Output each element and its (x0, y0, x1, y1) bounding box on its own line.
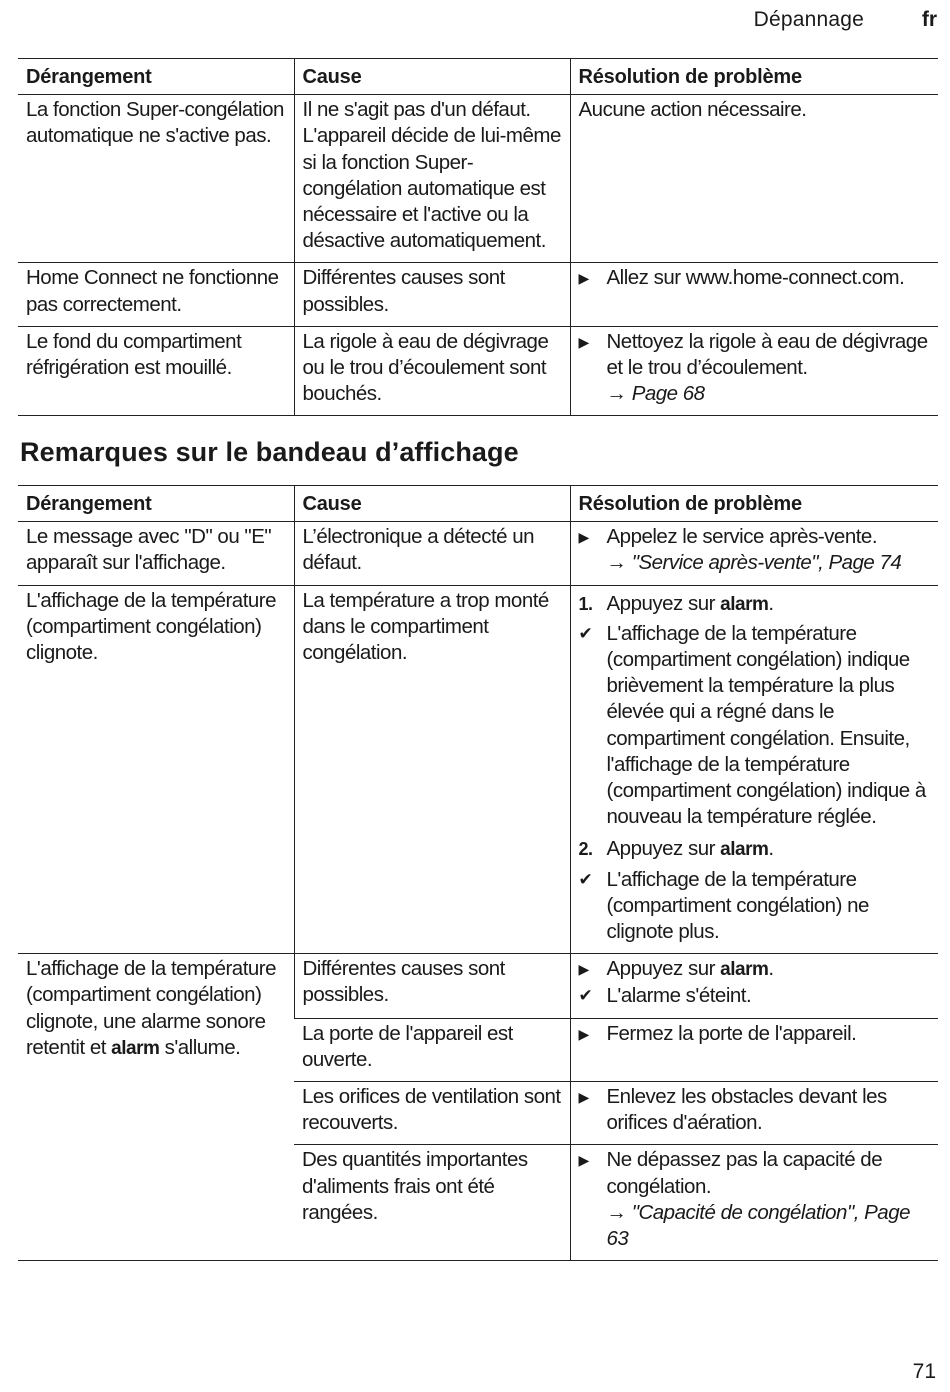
arrow-right-icon: → (606, 382, 627, 406)
step-text: Appuyez sur (606, 837, 715, 861)
checkmark-icon: ✔ (578, 623, 593, 643)
malfunction-cell: L'affichage de la température (compartiment congélation) clignote. (18, 585, 294, 954)
cause-cell: Différentes causes sont possibles. (294, 954, 570, 1018)
malfunction-cell: La fonction Super-congélation automatique ne s'active pas. (18, 95, 294, 263)
bullet-triangle-icon: ▶ (578, 1089, 589, 1106)
page-reference-text: Page 68 (631, 382, 705, 406)
remedy-cell (570, 1082, 938, 1145)
malfunction-text-end: s'allume. (164, 1035, 241, 1059)
remedy-cell (570, 954, 938, 1018)
column-header-remedy: Résolution de problème (570, 59, 938, 95)
table-row (18, 326, 938, 416)
table-row (18, 522, 938, 585)
result-text: L'affichage de la température (compartiment congélation) ne clignote plus. (606, 867, 869, 944)
remedy-cell (570, 1018, 938, 1081)
remedy-text: Nettoyez la rigole à eau de dégivrage et le trou d’écoulement. (606, 329, 928, 380)
alarm-key-label: alarm (111, 1037, 160, 1059)
alarm-key-label: alarm (720, 839, 769, 861)
bullet-triangle-icon: ▶ (578, 1152, 589, 1169)
checkmark-icon: ✔ (578, 869, 593, 889)
table-row (18, 95, 938, 263)
step-number: 2. (578, 839, 593, 860)
column-header-malfunction: Dérangement (18, 486, 294, 522)
remedy-cell (570, 585, 938, 954)
column-header-cause: Cause (294, 486, 570, 522)
malfunction-cell: Le message avec "D" ou "E" apparaît sur l'affichage. (18, 522, 294, 585)
malfunction-text: L'affichage de la température (compartiment congélation) clignote, une alarme sonore retentit et (26, 957, 277, 1059)
remedy-cell (570, 263, 938, 326)
malfunction-cell: Home Connect ne fonctionne pas correctement. (18, 263, 294, 326)
remedy-text: Appuyez sur (606, 957, 715, 981)
page-reference-text: "Capacité de congélation", Page 63 (606, 1200, 910, 1251)
table-header-row (18, 59, 938, 95)
section-heading: Remarques sur le bandeau d’affichage (20, 437, 519, 467)
table-row (18, 954, 938, 1018)
remedy-text: Ne dépassez pas la capacité de congélation. (606, 1148, 883, 1198)
table-header-row (18, 486, 938, 522)
column-header-malfunction: Dérangement (18, 59, 294, 95)
malfunction-cell (18, 954, 294, 1261)
column-header-remedy: Résolution de problème (570, 486, 938, 522)
table-row (18, 585, 938, 954)
page-reference-link[interactable] (607, 382, 705, 405)
step-punctuation: . (768, 837, 774, 861)
cause-cell: Il ne s'agit pas d'un défaut. L'appareil décide de lui-même si la fonction Super-congélation automatique est nécessaire et l'active ou la désactive automatiquement. (294, 95, 570, 263)
page-reference-text: "Service après-vente", Page 74 (631, 551, 902, 575)
cause-cell: L’électronique a détecté un défaut. (294, 522, 570, 585)
cause-cell: Les orifices de ventilation sont recouverts. (294, 1082, 570, 1145)
cause-cell: Des quantités importantes d'aliments frais ont été rangées. (294, 1145, 570, 1261)
result-text: L'affichage de la température (compartiment congélation) indique brièvement la température la plus élevée qui a régné dans le compartiment congélation. Ensuite, l'affichage de la température (compartiment congélation) indique à nouveau la température réglée. (606, 621, 926, 829)
remedy-text: Allez sur www.home-connect.com. (606, 266, 905, 290)
bullet-triangle-icon: ▶ (578, 333, 589, 350)
remedy-cell (570, 1145, 938, 1261)
step-punctuation: . (768, 591, 774, 615)
troubleshooting-table-2 (18, 485, 938, 1261)
remedy-cell (570, 522, 938, 585)
cause-cell: La rigole à eau de dégivrage ou le trou d’écoulement sont bouchés. (294, 326, 570, 416)
header-section-title: Dépannage (753, 8, 864, 31)
step-text: Appuyez sur (606, 591, 715, 615)
remedy-text: Fermez la porte de l'appareil. (606, 1021, 857, 1045)
arrow-right-icon: → (606, 551, 627, 575)
remedy-text: Appelez le service après-vente. (606, 525, 878, 549)
header-language: fr (921, 8, 937, 31)
page-reference-link[interactable] (607, 1201, 911, 1250)
column-header-cause: Cause (294, 59, 570, 95)
remedy-text: Enlevez les obstacles devant les orifices d'aération. (606, 1085, 887, 1135)
arrow-right-icon: → (606, 1200, 627, 1224)
remedy-cell (570, 326, 938, 416)
checkmark-icon: ✔ (578, 986, 593, 1006)
alarm-key-label: alarm (720, 593, 769, 615)
remedy-punctuation: . (768, 957, 774, 981)
page-reference-link[interactable] (607, 551, 902, 574)
step-number: 1. (578, 593, 593, 614)
result-text: L'alarme s'éteint. (606, 984, 752, 1008)
table-row (18, 263, 938, 326)
alarm-key-label: alarm (720, 959, 769, 981)
troubleshooting-table-1 (18, 58, 938, 416)
bullet-triangle-icon: ▶ (578, 529, 589, 546)
cause-cell: La température a trop monté dans le compartiment congélation. (294, 585, 570, 954)
bullet-triangle-icon: ▶ (578, 961, 589, 978)
cause-cell: Différentes causes sont possibles. (294, 263, 570, 326)
cause-cell: La porte de l'appareil est ouverte. (294, 1018, 570, 1081)
bullet-triangle-icon: ▶ (578, 1025, 589, 1042)
malfunction-cell: Le fond du compartiment réfrigération est mouillé. (18, 326, 294, 416)
bullet-triangle-icon: ▶ (578, 270, 589, 287)
remedy-cell: Aucune action nécessaire. (570, 95, 938, 263)
page-number: 71 (912, 1360, 936, 1383)
